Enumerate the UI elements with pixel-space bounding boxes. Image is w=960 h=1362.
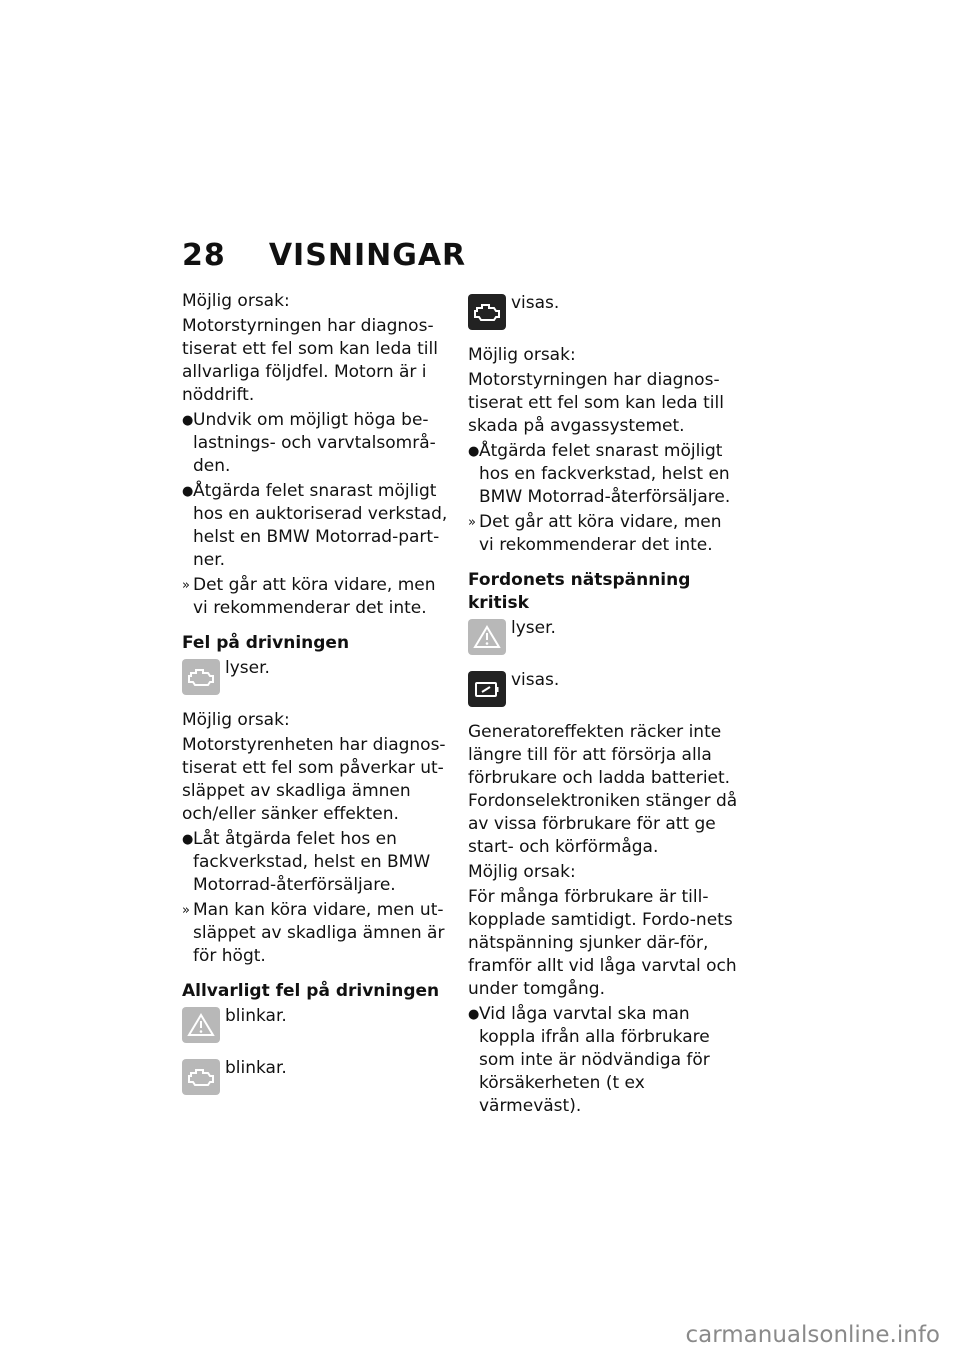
- bullet-item: [468, 1003, 738, 1118]
- battery-icon: [468, 671, 506, 707]
- indicator-row: [468, 292, 738, 332]
- section-title: VISNINGAR: [268, 238, 467, 273]
- indicator-row: [468, 669, 738, 709]
- indicator-caption: visas.: [511, 670, 560, 690]
- indicator-row: [182, 1057, 454, 1097]
- section-heading-severe-fault: Allvarligt fel på drivningen: [182, 981, 440, 1001]
- right-column: [468, 290, 738, 1120]
- result-item: [182, 899, 454, 968]
- indicator-caption: blinkar.: [225, 1006, 287, 1026]
- bullet-item: [182, 480, 454, 572]
- cause-label: Möjlig orsak:: [468, 862, 576, 882]
- bullet-marker: ●: [468, 1007, 480, 1022]
- result-text: Det går att köra vidare, men vi rekommenderar det inte.: [193, 575, 436, 618]
- indicator-caption: lyser.: [225, 658, 270, 678]
- bullet-text: Åtgärda felet snarast möjligt hos en auktoriserad verkstad, helst en BMW Motorrad-part-ner.: [193, 481, 448, 570]
- bullet-marker: ●: [468, 444, 480, 459]
- bullet-item: [182, 409, 454, 478]
- bullet-marker: ●: [182, 832, 194, 847]
- cause-label: Möjlig orsak:: [182, 710, 290, 730]
- result-item: [182, 574, 454, 620]
- indicator-row: [182, 657, 454, 697]
- engine-warning-icon: [182, 659, 220, 695]
- bullet-item: [468, 440, 738, 509]
- indicator-row: [182, 1005, 454, 1045]
- engine-warning-icon: [468, 294, 506, 330]
- result-text: Det går att köra vidare, men vi rekommenderar det inte.: [479, 512, 722, 555]
- section-heading-voltage: Fordonets nätspänning kritisk: [468, 570, 691, 613]
- indicator-caption: lyser.: [511, 618, 556, 638]
- cause-text: Motorstyrenheten har diagnos-tiserat ett fel som påverkar ut-släppet av skadliga ämnen och/eller sänker effekten.: [182, 735, 446, 824]
- bullet-marker: ●: [182, 484, 194, 499]
- cause-text: Motorstyrningen har diagnos-tiserat ett fel som kan leda till skada på avgassystemet.: [468, 370, 724, 436]
- bullet-text: Åtgärda felet snarast möjligt hos en fackverkstad, helst en BMW Motorrad-återförsäljare.: [479, 441, 731, 507]
- section-heading-drive-fault: Fel på drivningen: [182, 633, 350, 653]
- bullet-text: Vid låga varvtal ska man koppla ifrån alla förbrukare som inte är nödvändiga för körsäkerheten (t ex värmeväst).: [479, 1004, 710, 1116]
- warning-triangle-icon: [182, 1007, 220, 1043]
- result-marker: »: [468, 515, 476, 530]
- indicator-caption: visas.: [511, 293, 560, 313]
- bullet-text: Låt åtgärda felet hos en fackverkstad, helst en BMW Motorrad-återförsäljare.: [193, 829, 431, 895]
- page-number: 28: [182, 238, 226, 273]
- bullet-text: Undvik om möjligt höga be-lastnings- och varvtalsområ-den.: [193, 410, 436, 476]
- left-column: [182, 290, 454, 1109]
- body-text: Generatoreffekten räcker inte längre till för att försörja alla förbrukare och ladda batteriet. Fordonselektroniken stänger då av vissa förbrukare för att ge start- och körförmåga.: [468, 722, 738, 857]
- result-marker: »: [182, 903, 190, 918]
- cause-label: Möjlig orsak:: [468, 345, 576, 365]
- cause-label: Möjlig orsak:: [182, 291, 290, 311]
- warning-triangle-icon: [468, 619, 506, 655]
- bullet-marker: ●: [182, 413, 194, 428]
- indicator-caption: blinkar.: [225, 1058, 287, 1078]
- engine-warning-icon: [182, 1059, 220, 1095]
- cause-text: För många förbrukare är till-kopplade samtidigt. Fordo-nets nätspänning sjunker där-för, framför allt vid låga varvtal och under tomgång.: [468, 887, 737, 999]
- bullet-item: [182, 828, 454, 897]
- cause-text: Motorstyrningen har diagnos-tiserat ett fel som kan leda till allvarliga följdfel. Motorn är i nöddrift.: [182, 316, 438, 405]
- page-header: [182, 238, 466, 278]
- watermark-text: carmanualsonline.info: [685, 1322, 940, 1348]
- result-text: Man kan köra vidare, men ut-släppet av skadliga ämnen är för högt.: [193, 900, 445, 966]
- indicator-row: [468, 617, 738, 657]
- result-item: [468, 511, 738, 557]
- result-marker: »: [182, 578, 190, 593]
